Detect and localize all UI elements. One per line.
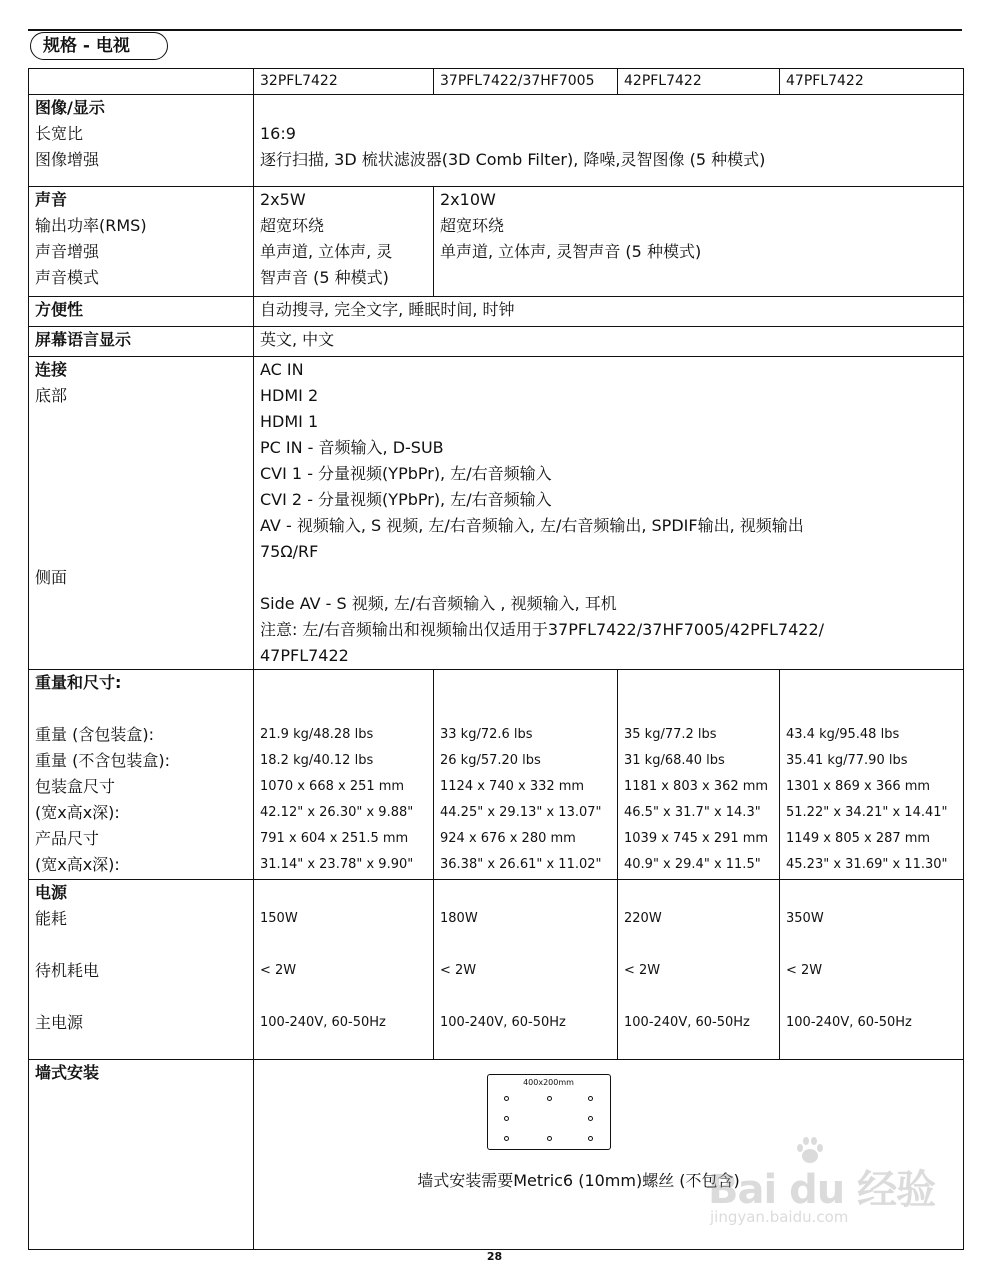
dim-value: 1039 x 745 x 291 mm <box>624 831 769 846</box>
dim-label-5: (宽x高x深): <box>35 855 120 874</box>
connections-row <box>29 357 964 670</box>
model-42: 42PFL7422 <box>618 69 780 95</box>
dim-label-1: 重量 (不含包装盒): <box>35 751 170 770</box>
dim-value: 45.23" x 31.69" x 11.30" <box>786 857 948 872</box>
picture-heading: 图像/显示 <box>35 98 105 117</box>
dimensions-row <box>29 670 964 880</box>
dim-value: 33 kg/72.6 lbs <box>440 727 533 742</box>
sound-others-enhance: 超宽环绕 <box>440 216 505 235</box>
connections-labels <box>29 357 254 670</box>
dim-value: 18.2 kg/40.12 lbs <box>260 753 374 768</box>
osd-value: 英文, 中文 <box>254 327 964 357</box>
power-value: < 2W <box>624 963 661 978</box>
dim-col-32 <box>254 670 434 880</box>
mount-hole-icon <box>588 1116 593 1121</box>
model-47: 47PFL7422 <box>780 69 964 95</box>
conn-bottom-0: AC IN <box>260 360 304 379</box>
sound-32-enhance: 超宽环绕 <box>260 216 325 235</box>
dim-value: 51.22" x 34.21" x 14.41" <box>786 805 948 820</box>
power-value: 220W <box>624 911 662 926</box>
power-value: 350W <box>786 911 824 926</box>
sound-others-power: 2x10W <box>440 190 496 209</box>
mount-hole-icon <box>504 1096 509 1101</box>
aspect-ratio-label: 长宽比 <box>35 124 84 143</box>
sound-col-others <box>434 187 964 297</box>
dim-value: 44.25" x 29.13" x 13.07" <box>440 805 602 820</box>
mount-hole-diagram <box>487 1074 611 1150</box>
power-value: 100-240V, 60-50Hz <box>624 1015 750 1030</box>
convenience-row <box>29 297 964 327</box>
dim-value: 36.38" x 26.61" x 11.02" <box>440 857 602 872</box>
model-header-row <box>29 69 964 95</box>
conn-bottom-1: HDMI 2 <box>260 386 319 405</box>
dim-value: 43.4 kg/95.48 lbs <box>786 727 900 742</box>
dim-value: 1301 x 869 x 366 mm <box>786 779 931 794</box>
convenience-heading: 方便性 <box>29 297 254 327</box>
empty-cell <box>29 69 254 95</box>
power-value: < 2W <box>786 963 823 978</box>
sound-32-mode-line2: 智声音 (5 种模式) <box>260 268 389 287</box>
dim-col-42 <box>618 670 780 880</box>
mains-label: 主电源 <box>35 1013 84 1032</box>
sound-heading: 声音 <box>35 190 68 209</box>
power-value: < 2W <box>260 963 297 978</box>
conn-bottom-2: HDMI 1 <box>260 412 319 431</box>
dim-value: 46.5" x 31.7" x 14.3" <box>624 805 761 820</box>
conn-bottom-6: AV - 视频输入, S 视频, 左/右音频输入, 左/右音频输出, SPDIF输出, 视频输出 <box>260 516 804 535</box>
dim-value: 31.14" x 23.78" x 9.90" <box>260 857 414 872</box>
dim-value: 791 x 604 x 251.5 mm <box>260 831 409 846</box>
power-value: 100-240V, 60-50Hz <box>786 1015 912 1030</box>
conn-side-0: Side AV - S 视频, 左/右音频输入 , 视频输入, 耳机 <box>260 594 617 613</box>
wall-mount-heading: 墙式安装 <box>29 1060 254 1250</box>
page-number: 28 <box>486 1250 503 1263</box>
baidu-watermark <box>700 1130 940 1240</box>
watermark-url: jingyan.baidu.com <box>710 1208 849 1226</box>
sound-row <box>29 187 964 297</box>
power-col-42 <box>618 880 780 1060</box>
dim-value: 21.9 kg/48.28 lbs <box>260 727 374 742</box>
mount-diagram-label: 400x200mm <box>523 1078 574 1087</box>
header-rule <box>28 29 962 31</box>
osd-row <box>29 327 964 357</box>
power-value: < 2W <box>440 963 477 978</box>
power-heading: 电源 <box>35 883 68 902</box>
power-value: 180W <box>440 911 478 926</box>
conn-bottom-7: 75Ω/RF <box>260 542 319 561</box>
picture-enhance-value: 逐行扫描, 3D 梳状滤波器(3D Comb Filter), 降噪,灵智图像 (5 种模式) <box>260 150 766 169</box>
mount-hole-icon <box>504 1136 509 1141</box>
sound-32-mode-line1: 单声道, 立体声, 灵 <box>260 242 393 261</box>
mount-hole-icon <box>504 1116 509 1121</box>
wall-mount-note: 墙式安装需要Metric6 (10mm)螺丝 (不包含) <box>417 1171 740 1190</box>
dim-value: 35.41 kg/77.90 lbs <box>786 753 908 768</box>
watermark-brand: Bai du 经验 <box>708 1167 936 1213</box>
picture-values <box>254 95 964 187</box>
sound-col-32 <box>254 187 434 297</box>
model-37: 37PFL7422/37HF7005 <box>434 69 618 95</box>
dimensions-heading: 重量和尺寸: <box>35 673 122 692</box>
power-value: 150W <box>260 911 298 926</box>
conn-bottom-5: CVI 2 - 分量视频(YPbPr), 左/右音频输入 <box>260 490 552 509</box>
connections-values <box>254 357 964 670</box>
sound-mode-label: 声音模式 <box>35 268 100 287</box>
picture-enhance-label: 图像增强 <box>35 150 100 169</box>
output-power-label: 输出功率(RMS) <box>35 216 147 235</box>
mount-hole-icon <box>588 1096 593 1101</box>
power-labels <box>29 880 254 1060</box>
power-col-32 <box>254 880 434 1060</box>
dim-value: 42.12" x 26.30" x 9.88" <box>260 805 414 820</box>
conn-side-2: 47PFL7422 <box>260 646 349 665</box>
power-row <box>29 880 964 1060</box>
sound-32-power: 2x5W <box>260 190 306 209</box>
sound-labels <box>29 187 254 297</box>
power-value: 100-240V, 60-50Hz <box>440 1015 566 1030</box>
power-consumption-label: 能耗 <box>35 909 68 928</box>
conn-bottom-3: PC IN - 音频输入, D-SUB <box>260 438 444 457</box>
dim-value: 1124 x 740 x 332 mm <box>440 779 585 794</box>
bottom-label: 底部 <box>35 386 68 405</box>
dim-label-3: (宽x高x深): <box>35 803 120 822</box>
convenience-value: 自动搜寻, 完全文字, 睡眠时间, 时钟 <box>254 297 964 327</box>
power-col-47 <box>780 880 964 1060</box>
power-col-37 <box>434 880 618 1060</box>
dimensions-labels <box>29 670 254 880</box>
dim-value: 26 kg/57.20 lbs <box>440 753 541 768</box>
standby-label: 待机耗电 <box>35 961 100 980</box>
power-value: 100-240V, 60-50Hz <box>260 1015 386 1030</box>
dim-col-37 <box>434 670 618 880</box>
dim-label-4: 产品尺寸 <box>35 829 100 848</box>
dim-label-2: 包装盒尺寸 <box>35 777 116 796</box>
conn-bottom-4: CVI 1 - 分量视频(YPbPr), 左/右音频输入 <box>260 464 552 483</box>
osd-heading: 屏幕语言显示 <box>29 327 254 357</box>
picture-row <box>29 95 964 187</box>
mount-hole-icon <box>547 1136 552 1141</box>
dim-label-0: 重量 (含包装盒): <box>35 725 154 744</box>
aspect-ratio-value: 16:9 <box>260 124 296 143</box>
dim-value: 31 kg/68.40 lbs <box>624 753 725 768</box>
sound-enhance-label: 声音增强 <box>35 242 100 261</box>
side-label: 侧面 <box>35 568 68 587</box>
dim-value: 40.9" x 29.4" x 11.5" <box>624 857 761 872</box>
conn-side-1: 注意: 左/右音频输出和视频输出仅适用于37PFL7422/37HF7005/42PFL7422/ <box>260 620 825 639</box>
dim-value: 1070 x 668 x 251 mm <box>260 779 405 794</box>
model-32: 32PFL7422 <box>254 69 434 95</box>
dim-value: 1149 x 805 x 287 mm <box>786 831 931 846</box>
sound-others-mode: 单声道, 立体声, 灵智声音 (5 种模式) <box>440 242 702 261</box>
spec-table <box>28 68 964 1250</box>
page-title: 规格 - 电视 <box>30 32 168 60</box>
dim-value: 35 kg/77.2 lbs <box>624 727 717 742</box>
picture-labels <box>29 95 254 187</box>
mount-hole-icon <box>588 1136 593 1141</box>
dim-value: 1181 x 803 x 362 mm <box>624 779 769 794</box>
mount-hole-icon <box>547 1096 552 1101</box>
connections-heading: 连接 <box>35 360 68 379</box>
dim-value: 924 x 676 x 280 mm <box>440 831 576 846</box>
dim-col-47 <box>780 670 964 880</box>
